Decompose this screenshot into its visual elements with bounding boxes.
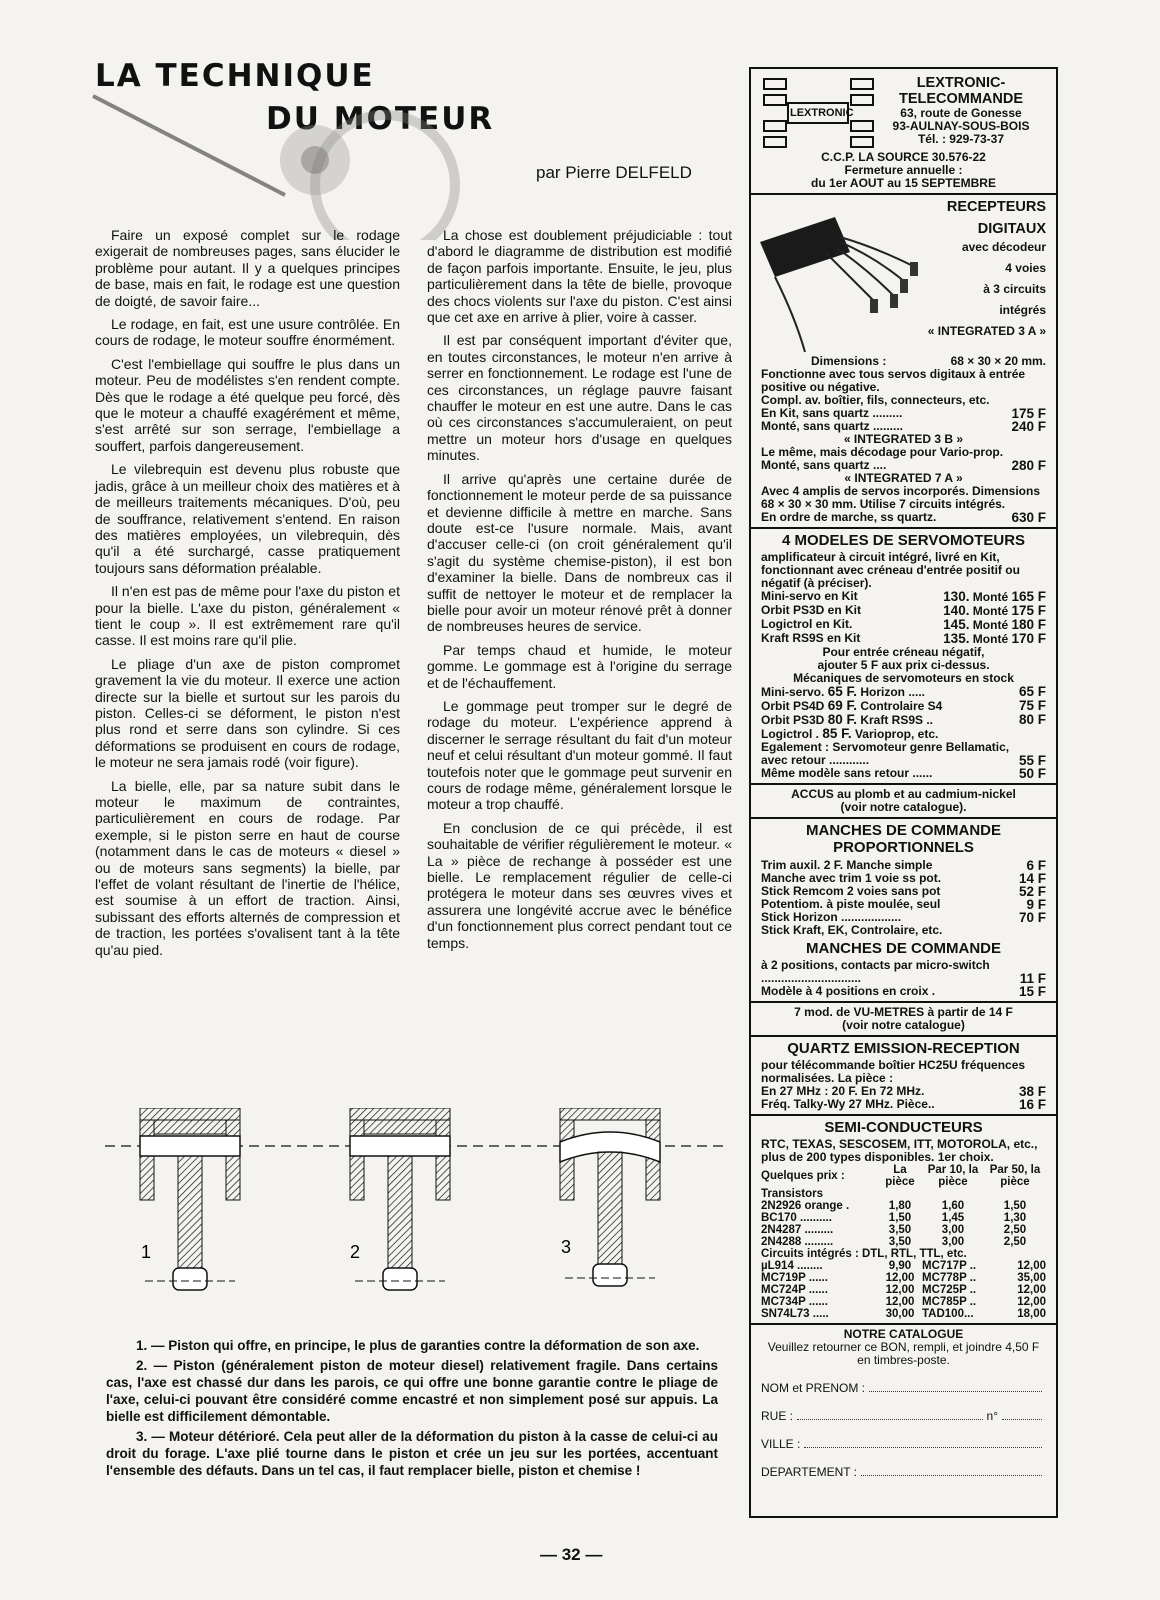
table-header: La pièce: [885, 1164, 915, 1188]
price: 9 F: [1026, 897, 1046, 912]
price-label: En Kit, sans quartz .........: [761, 406, 903, 420]
feature: intégrés: [999, 303, 1046, 317]
price: 175 F: [1011, 406, 1046, 421]
manche-item: Trim auxil. 2 F. Manche simple: [761, 858, 933, 872]
article-title-line1: LA TECHNIQUE: [95, 58, 375, 94]
monte-price: 165 F: [1011, 589, 1046, 604]
table-row: MC719P ...... 12,00 MC778P .. 35,00: [761, 1272, 1046, 1284]
dimensions-value: 68 × 30 × 20 mm.: [950, 354, 1046, 368]
address-line: 63, route de Gonesse: [900, 106, 1022, 120]
mechanics-title: Mécaniques de servomoteurs en stock: [793, 671, 1014, 685]
quartz-line: Fréq. Talky-Wy 27 MHz. Pièce..: [761, 1097, 935, 1111]
receivers-text: Compl. av. boîtier, fils, connecteurs, etc.: [761, 393, 990, 407]
price: 280 F: [1011, 458, 1046, 473]
servo-name: Kraft RS9S en Kit: [761, 631, 861, 645]
kit-price: 145.: [943, 617, 970, 632]
paragraph: En conclusion de ce qui précède, il est souhaitable de vérifier régulièrement le moteur. « La » pièce de rechange à posséder est une bielle. Le remplacement régulier de celle-ci protégera le moteur dans ses œuvres vives et assurera une longévité accrue avec le bénéfice d'un fonctionnement plus correct pendant tout ce temps.: [427, 819, 732, 951]
servo-name: Mini-servo en Kit: [761, 589, 858, 603]
accus-note: (voir notre catalogue).: [840, 800, 967, 814]
paragraph: Il n'en est pas de même pour l'axe du piston et pour la bielle. L'axe du piston, généralement « tient le coup ». Il est extrêmement rare qu'il casse. Il est moins rare qu'il plie.: [95, 583, 400, 649]
form-city-field[interactable]: [761, 1438, 1046, 1451]
monte-price: 180 F: [1011, 617, 1046, 632]
article-byline: par Pierre DELFELD: [536, 163, 692, 182]
table-header: Par 50, la pièce: [989, 1164, 1041, 1188]
negative-note: ajouter 5 F aux prix ci-dessus.: [817, 658, 990, 672]
form-label: DEPARTEMENT :: [761, 1465, 858, 1479]
receivers-title: RECEPTEURS: [946, 199, 1046, 215]
piston-figure-1: [140, 1108, 240, 1290]
mech-price: 65 F: [1018, 684, 1046, 699]
mech-price: 85 F.: [822, 726, 852, 741]
paragraph: La chose est doublement préjudiciable : tout d'abord le diagramme de distribution est modifié de façon parfois importante. Ensuite, le jeu, plus particulièrement dans la tête de bielle, provoque des chocs violents sur l'axe du piston. C'est ainsi que cet axe en arrive à plier, voire à casser.: [427, 227, 732, 326]
manches-title: MANCHES DE COMMANDE: [806, 822, 1001, 839]
article-column-1: [95, 227, 400, 965]
negative-note: Pour entrée créneau négatif,: [822, 645, 985, 659]
figure-captions: [106, 1337, 718, 1482]
price: 240 F: [1011, 419, 1046, 434]
price: 14 F: [1018, 871, 1046, 886]
table-header: Par 10, la pièce: [927, 1164, 979, 1188]
price: 70 F: [1018, 910, 1046, 925]
paragraph: C'est l'embiellage qui souffre le plus dans un moteur. Peu de modélistes s'en rendent compte. Dès que le rodage a été quelque peu forcé, dès que le moteur a chauffé exagérément et même, s'est arrêté sur son serrage, l'embiellage a souffert, parfois dangereusement.: [95, 355, 400, 454]
logo-text: LEXTRONIC: [790, 107, 854, 119]
paragraph: Le pliage d'un axe de piston compromet gravement la vie du moteur. Il exerce une action directe sur la bielle et surtout sur les parois du piston. Celles-ci se déforment, le piston n'est plus rond et serre dans son cylindre. Si ces déformations se produisent en cours de rodage, le moteur ne sera jamais rodé (voir figure).: [95, 655, 400, 771]
price: 15 F: [1018, 984, 1046, 999]
receivers-text: Fonctionne avec tous servos digitaux à entrée positive ou négative.: [761, 367, 1026, 394]
feature: « INTEGRATED 3 A »: [927, 324, 1046, 338]
address-line: 93-AULNAY-SOUS-BOIS: [892, 119, 1030, 133]
manche-item: Stick Kraft, EK, Controlaire, etc.: [761, 923, 943, 937]
table-row: µL914 ........ 9,90 MC717P .. 12,00: [761, 1260, 1046, 1272]
monte-price: 170 F: [1011, 631, 1046, 646]
paragraph: La bielle, elle, par sa nature subit dans le moteur le maximum de contraintes, particulièrement en cours de rodage. Par exemple, si le piston serre en haut de course (notamment dans le cas de moteurs « diesel » ou de moteurs sans segments) la bielle, par l'effet de volant résultant de l'inertie de l'hélice, est soumise à un effort de traction. Ainsi, subissant des efforts alternés de compression et de traction, les portées s'ovalisent tant à la tête qu'au pied.: [95, 777, 400, 958]
kit-price: 130.: [943, 589, 970, 604]
price: 6 F: [1026, 858, 1046, 873]
mech-name: Mini-servo.: [761, 685, 825, 699]
mech-price: 75 F: [1018, 698, 1046, 713]
servo-name: Logictrol en Kit.: [761, 617, 853, 631]
feature: à 3 circuits: [983, 282, 1046, 296]
price: 16 F: [1018, 1097, 1046, 1112]
table-row: BC170 .......... 1,50 1,45 1,30: [761, 1212, 1027, 1224]
phone: Tél. : 929-73-37: [917, 132, 1005, 146]
manche-item: Potentiom. à piste moulée, seul: [761, 897, 941, 911]
price: 50 F: [1018, 766, 1046, 781]
figure-number-1: 1: [141, 1242, 152, 1262]
mech-name: Controlaire S4: [860, 699, 943, 713]
integrated-7a-order: En ordre de marche, ss quartz.: [761, 510, 937, 524]
bellamatic: Egalement : Servomoteur genre Bellamatic, avec retour ............: [761, 740, 1010, 767]
form-label: RUE :: [761, 1409, 794, 1423]
mech-name: Orbit PS4D: [761, 699, 825, 713]
monte-price: 175 F: [1011, 603, 1046, 618]
caption: 2. — Piston (généralement piston de moteur diesel) relativement fragile. Dans certains cas, l'axe est chassé dur dans les parois, ce qui offre une bonne garantie contre le pliage de l'axe, celui-ci pouvant être considéré comme encastré et non simplement posé sur appuis. La bielle est difficilement démontable.: [106, 1358, 718, 1424]
receiver-photo: [755, 207, 930, 357]
figure-number-3: 3: [561, 1237, 572, 1257]
table-row: 2N2926 orange . 1,80 1,60 1,50: [761, 1200, 1027, 1212]
integrated-7a-text: Avec 4 amplis de servos incorporés. Dimensions 68 × 30 × 30 mm. Utilise 7 circuits intégrés.: [761, 484, 1040, 511]
manches2-title: MANCHES DE COMMANDE: [806, 940, 1001, 957]
manches-title-2: PROPORTIONNELS: [833, 839, 974, 856]
kit-price: 135.: [943, 631, 970, 646]
no-return: Même modèle sans retour ......: [761, 766, 933, 780]
form-department-field[interactable]: [761, 1466, 1046, 1479]
company-name: LEXTRONIC-: [916, 75, 1006, 91]
vumetres: 7 mod. de VU-METRES à partir de 14 F: [794, 1005, 1013, 1019]
mech-name: Varioprop, etc.: [854, 727, 939, 741]
monte-label: Monté: [972, 590, 1009, 604]
manche-item: Stick Horizon ..................: [761, 910, 902, 924]
mech-name: Logictrol .: [761, 727, 819, 741]
form-name-field[interactable]: [761, 1382, 1046, 1395]
transistor-table: [761, 1164, 1046, 1320]
paragraph: Par temps chaud et humide, le moteur gomme. Le gommage est à l'origine du serrage et de l'échauffement.: [427, 641, 732, 691]
table-row: MC724P ...... 12,00 MC725P .. 12,00: [761, 1284, 1046, 1296]
piston-figures: [105, 1108, 725, 1323]
manches2-text: à 2 positions, contacts par micro-switch ..............................: [761, 958, 990, 985]
servos-title: 4 MODELES DE SERVOMOTEURS: [781, 532, 1026, 549]
monte-label: Monté: [972, 604, 1009, 618]
dimensions-label: Dimensions :: [811, 354, 887, 368]
vumetres-note: (voir notre catalogue): [842, 1018, 965, 1032]
ccp: C.C.P. LA SOURCE 30.576-22: [821, 150, 986, 164]
table-section: Transistors: [761, 1188, 823, 1200]
caption: 3. — Moteur détérioré. Cela peut aller de la déformation du piston à la casse de celui-ci au droit du forage. L'axe plié tourne dans le piston et crée un jeu sur les portées, accentuant l'ensemble des défauts. Dans un tel cas, il faut remplacer bielle, piston et chemise !: [106, 1429, 718, 1478]
mech-name: Horizon .....: [860, 685, 925, 699]
paragraph: Le rodage, en fait, est une usure contrôlée. En cours de rodage, le moteur souffre énormément.: [95, 316, 400, 349]
paragraph: Il arrive qu'après une certaine durée de fonctionnement le moteur perde de sa puissance et devienne difficile à mettre en marche. Sans doute est-ce l'usure normale. Mais, avant d'accuser celle-ci (on croit généralement qu'il s'agit du système chemise-piston), il est bon d'examiner la bielle. Dans de nombreux cas il suffit de nettoyer le moteur et de remplacer la bielle pour avoir un moteur rénové prêt à donner de nombreuses heures de service.: [427, 470, 732, 635]
integrated-3b: « INTEGRATED 3 B »: [843, 432, 964, 446]
table-row: 2N4288 ......... 3,50 3,00 2,50: [761, 1236, 1027, 1248]
mech-price: 65 F.: [827, 684, 857, 699]
form-label: VILLE :: [761, 1437, 801, 1451]
price: 11 F: [1019, 971, 1046, 986]
price: 38 F: [1018, 1084, 1046, 1099]
form-label: NOM et PRENOM :: [761, 1381, 866, 1395]
quartz-line: En 27 MHz : 20 F. En 72 MHz.: [761, 1084, 925, 1098]
monte-label: Monté: [972, 618, 1009, 632]
paragraph: Le gommage peut tromper sur le degré de rodage du moteur. L'expérience apprend à discerner le serrage résultant du fait d'un moteur neuf et celui résultant d'un moteur gommé. Il faut toutefois noter que le gommage peut survenir en cours de rodage même, généralement lorsque le moteur a trop chauffé.: [427, 697, 732, 813]
feature: avec décodeur: [961, 240, 1046, 254]
mech-price: 80 F.: [827, 712, 857, 727]
kit-price: 140.: [943, 603, 970, 618]
paragraph: Le vilebrequin est devenu plus robuste que jadis, grâce à un meilleur choix des matières et à de meilleurs traitements mécaniques. D'où, peu de souffrance, relativement s'entend. En raison des matières employées, un vilebrequin, dès qu'il a été surchargé, casse pratiquement toujours sans déformation préalable.: [95, 461, 400, 576]
mech-price: 69 F.: [827, 698, 857, 713]
paragraph: Il est par conséquent important d'éviter que, en toutes circonstances, le moteur n'en arrive à serrer en fonctionnement. Le rodage est l'une de ces circonstances, un réglage pauvre faisant chauffer le moteur en est une autre. Dans le cas où ces circonstances s'accumuleraient, on peut mettre un moteur hors d'usage en quelques minutes.: [427, 332, 732, 464]
manche-item: Manche avec trim 1 voie ss pot.: [761, 871, 942, 885]
mech-name: Orbit PS3D: [761, 713, 825, 727]
lextronic-logo: [761, 75, 876, 151]
feature: 4 voies: [1005, 261, 1046, 275]
semi-title: SEMI-CONDUCTEURS: [824, 1119, 983, 1136]
servo-name: Orbit PS3D en Kit: [761, 603, 862, 617]
article-column-2: [427, 227, 732, 958]
price: 55 F: [1018, 753, 1046, 768]
piston-figure-3: [560, 1108, 660, 1286]
caption: 1. — Piston qui offre, en principe, le plus de garanties contre la déformation de son axe.: [136, 1338, 700, 1353]
mech-price: 80 F: [1018, 712, 1046, 727]
manche-item: Stick Remcom 2 voies sans pot: [761, 884, 941, 898]
quartz-title: QUARTZ EMISSION-RECEPTION: [787, 1040, 1020, 1057]
table-row: SN74L73 ..... 30,00 TAD100... 18,00: [761, 1308, 1046, 1320]
quartz-text: pour télécommande boîtier HC25U fréquences normalisées. La pièce :: [761, 1058, 1026, 1085]
catalogue-title: NOTRE CATALOGUE: [843, 1327, 964, 1341]
form-label: n°: [986, 1409, 998, 1423]
figure-number-2: 2: [350, 1242, 361, 1262]
paragraph: Faire un exposé complet sur le rodage exigerait de nombreuses pages, sans élucider le problème pour autant. Il y a quelques principes de base, mais en fait, le rodage est une question de doigté, de savoir faire...: [95, 227, 400, 309]
table-header: Quelques prix :: [761, 1170, 845, 1182]
semi-text: RTC, TEXAS, SESCOSEM, ITT, MOTOROLA, etc., plus de 200 types disponibles. 1er choix.: [761, 1137, 1038, 1164]
transmitter-illustration: [85, 90, 505, 240]
closing-dates: du 1er AOUT au 15 SEPTEMBRE: [811, 176, 996, 190]
servos-intro: amplificateur à circuit intégré, livré en Kit, fonctionnant avec créneau d'entrée positif ou négatif (à préciser).: [761, 550, 1020, 590]
price: 52 F: [1018, 884, 1046, 899]
table-section: Circuits intégrés : DTL, RTL, TTL, etc.: [761, 1248, 967, 1260]
monte-label: Monté: [972, 632, 1009, 646]
manches2-croix: Modèle à 4 positions en croix .: [761, 984, 936, 998]
catalogue-text: Veuillez retourner ce BON, rempli, et joindre 4,50 F en timbres-poste.: [767, 1340, 1040, 1367]
table-row: 2N4287 ......... 3,50 3,00 2,50: [761, 1224, 1027, 1236]
receivers-title-2: DIGITAUX: [977, 221, 1046, 237]
page-number: — 32 —: [540, 1545, 603, 1564]
form-street-field[interactable]: [761, 1410, 1046, 1423]
mech-name: Kraft RS9S ..: [860, 713, 934, 727]
piston-figure-2: [350, 1108, 450, 1290]
article-title-line2: DU MOTEUR: [266, 101, 495, 137]
integrated-3b-text: Le même, mais décodage pour Vario-prop. Monté, sans quartz ....: [761, 445, 1004, 472]
lextronic-advertisement: [749, 67, 1058, 1518]
accus: ACCUS au plomb et au cadmium-nickel: [791, 787, 1016, 801]
price-label: Monté, sans quartz .........: [761, 419, 904, 433]
closing-label: Fermeture annuelle :: [844, 163, 963, 177]
company-name-2: TELECOMMANDE: [898, 91, 1024, 107]
integrated-7a: « INTEGRATED 7 A »: [844, 471, 963, 485]
price: 630 F: [1011, 510, 1046, 525]
table-row: MC734P ...... 12,00 MC785P .. 12,00: [761, 1296, 1046, 1308]
